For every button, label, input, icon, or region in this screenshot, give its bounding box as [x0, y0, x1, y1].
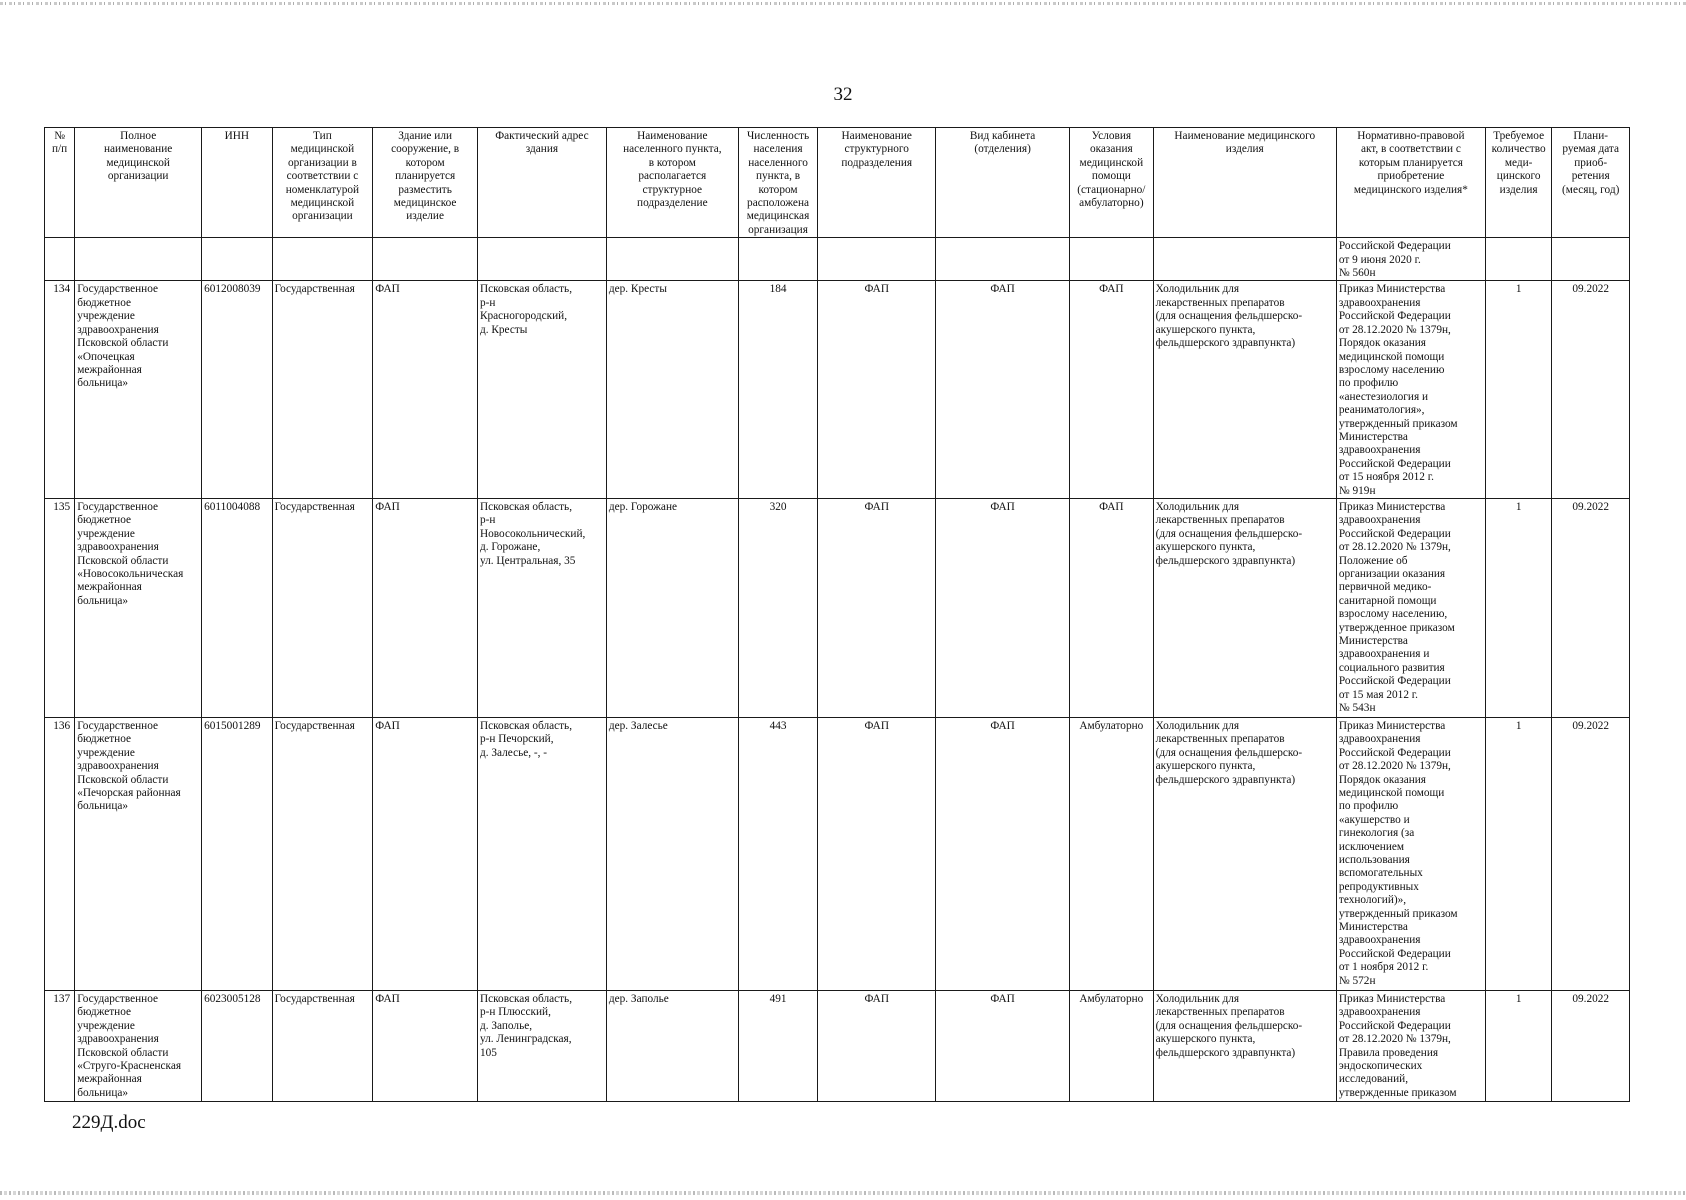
address: Псковская область, р-н Новосокольнический, д. Горожане, ул. Центральная, 35	[477, 498, 606, 717]
org-type: Государственная	[272, 717, 373, 990]
act: Приказ Министерства здравоохранения Российской Федерации от 28.12.2020 № 1379н, Правила проведения эндоскопических исследований, утвержденные приказом	[1336, 990, 1485, 1101]
header-qty: Требуемое количество меди- цинского изделия	[1485, 128, 1551, 238]
device: Холодильник для лекарственных препаратов (для оснащения фельдшерско- акушерского пункта, фельдшерского здравпункта)	[1153, 281, 1336, 499]
org-type: Государственная	[272, 498, 373, 717]
table-row	[45, 990, 1630, 1101]
building: ФАП	[373, 281, 478, 499]
org-name: Государственное бюджетное учреждение здравоохранения Псковской области «Новосокольническая межрайонная больница»	[75, 498, 202, 717]
continuation-act: Российской Федерации от 9 июня 2020 г. № 560н	[1336, 238, 1485, 281]
locality: дер. Кресты	[606, 281, 738, 499]
qty: 1	[1485, 990, 1551, 1101]
building: ФАП	[373, 498, 478, 717]
row-num: 137	[45, 990, 75, 1101]
inn: 6011004088	[202, 498, 272, 717]
act: Приказ Министерства здравоохранения Российской Федерации от 28.12.2020 № 1379н, Положение об организации оказания первичной медико- санитарной помощи взрослому населению, утвержденное приказом Министерства здравоохранения и социального развития Российской Федерации от 15 мая 2012 г. № 543н	[1336, 498, 1485, 717]
inn: 6012008039	[202, 281, 272, 499]
table-row-continuation	[45, 238, 1630, 281]
row-num: 135	[45, 498, 75, 717]
scan-edge-top	[0, 2, 1686, 5]
device: Холодильник для лекарственных препаратов (для оснащения фельдшерско- акушерского пункта, фельдшерского здравпункта)	[1153, 717, 1336, 990]
org-name: Государственное бюджетное учреждение здравоохранения Псковской области «Опочецкая межрайонная больница»	[75, 281, 202, 499]
qty: 1	[1485, 498, 1551, 717]
org-name: Государственное бюджетное учреждение здравоохранения Псковской области «Печорская районная больница»	[75, 717, 202, 990]
org-type: Государственная	[272, 281, 373, 499]
header-act: Нормативно-правовой акт, в соответствии с которым планируется приобретение медицинского изделия*	[1336, 128, 1485, 238]
header-num: № п/п	[45, 128, 75, 238]
building: ФАП	[373, 990, 478, 1101]
header-building: Здание или сооружение, в котором планируется разместить медицинское изделие	[373, 128, 478, 238]
scan-edge-bottom	[0, 1191, 1686, 1195]
table-row	[45, 281, 1630, 499]
header-org-type: Тип медицинской организации в соответствии с номенклатурой медицинской организации	[272, 128, 373, 238]
qty: 1	[1485, 717, 1551, 990]
locality: дер. Залесье	[606, 717, 738, 990]
table-header-row	[45, 128, 1630, 238]
cabinet: ФАП	[936, 990, 1070, 1101]
device: Холодильник для лекарственных препаратов (для оснащения фельдшерско- акушерского пункта, фельдшерского здравпункта)	[1153, 990, 1336, 1101]
act: Приказ Министерства здравоохранения Российской Федерации от 28.12.2020 № 1379н, Порядок оказания медицинской помощи взрослому населению по профилю «анестезиология и реаниматология», утвержденный приказом Министерства здравоохранения Российской Федерации от 15 ноября 2012 г. № 919н	[1336, 281, 1485, 499]
page-number: 32	[833, 84, 853, 105]
conditions: ФАП	[1070, 498, 1154, 717]
date: 09.2022	[1552, 498, 1630, 717]
address: Псковская область, р-н Красногородский, д. Кресты	[477, 281, 606, 499]
header-cabinet: Вид кабинета (отделения)	[936, 128, 1070, 238]
building: ФАП	[373, 717, 478, 990]
population: 443	[738, 717, 818, 990]
date: 09.2022	[1552, 990, 1630, 1101]
unit: ФАП	[818, 990, 936, 1101]
population: 184	[738, 281, 818, 499]
table-row	[45, 717, 1630, 990]
header-address: Фактический адрес здания	[477, 128, 606, 238]
unit: ФАП	[818, 498, 936, 717]
header-conditions: Условия оказания медицинской помощи (стационарно/ амбулаторно)	[1070, 128, 1154, 238]
header-inn: ИНН	[202, 128, 272, 238]
header-unit: Наименование структурного подразделения	[818, 128, 936, 238]
footer-filename: 229Д.doc	[72, 1112, 146, 1133]
row-num: 134	[45, 281, 75, 499]
conditions: Амбулаторно	[1070, 990, 1154, 1101]
locality: дер. Горожане	[606, 498, 738, 717]
org-type: Государственная	[272, 990, 373, 1101]
conditions: ФАП	[1070, 281, 1154, 499]
conditions: Амбулаторно	[1070, 717, 1154, 990]
medical-equipment-table	[44, 127, 1630, 1102]
population: 320	[738, 498, 818, 717]
inn: 6015001289	[202, 717, 272, 990]
act: Приказ Министерства здравоохранения Российской Федерации от 28.12.2020 № 1379н, Порядок оказания медицинской помощи по профилю «акушерство и гинекология (за исключением использования вспомогательных репродуктивных технологий)», утвержденный приказом Министерства здравоохранения Российской Федерации от 1 ноября 2012 г. № 572н	[1336, 717, 1485, 990]
address: Псковская область, р-н Печорский, д. Залесье, -, -	[477, 717, 606, 990]
table-row	[45, 498, 1630, 717]
header-date: Плани- руемая дата приоб- ретения (месяц, год)	[1552, 128, 1630, 238]
header-locality: Наименование населенного пункта, в котором располагается структурное подразделение	[606, 128, 738, 238]
unit: ФАП	[818, 717, 936, 990]
inn: 6023005128	[202, 990, 272, 1101]
header-org-name: Полное наименование медицинской организации	[75, 128, 202, 238]
row-num: 136	[45, 717, 75, 990]
cabinet: ФАП	[936, 281, 1070, 499]
cabinet: ФАП	[936, 717, 1070, 990]
header-population: Численность населения населенного пункта, в котором расположена медицинская организация	[738, 128, 818, 238]
population: 491	[738, 990, 818, 1101]
org-name: Государственное бюджетное учреждение здравоохранения Псковской области «Струго-Красненская межрайонная больница»	[75, 990, 202, 1101]
address: Псковская область, р-н Плюсский, д. Заполье, ул. Ленинградская, 105	[477, 990, 606, 1101]
header-device: Наименование медицинского изделия	[1153, 128, 1336, 238]
locality: дер. Заполье	[606, 990, 738, 1101]
cabinet: ФАП	[936, 498, 1070, 717]
qty: 1	[1485, 281, 1551, 499]
date: 09.2022	[1552, 281, 1630, 499]
date: 09.2022	[1552, 717, 1630, 990]
unit: ФАП	[818, 281, 936, 499]
device: Холодильник для лекарственных препаратов (для оснащения фельдшерско- акушерского пункта, фельдшерского здравпункта)	[1153, 498, 1336, 717]
